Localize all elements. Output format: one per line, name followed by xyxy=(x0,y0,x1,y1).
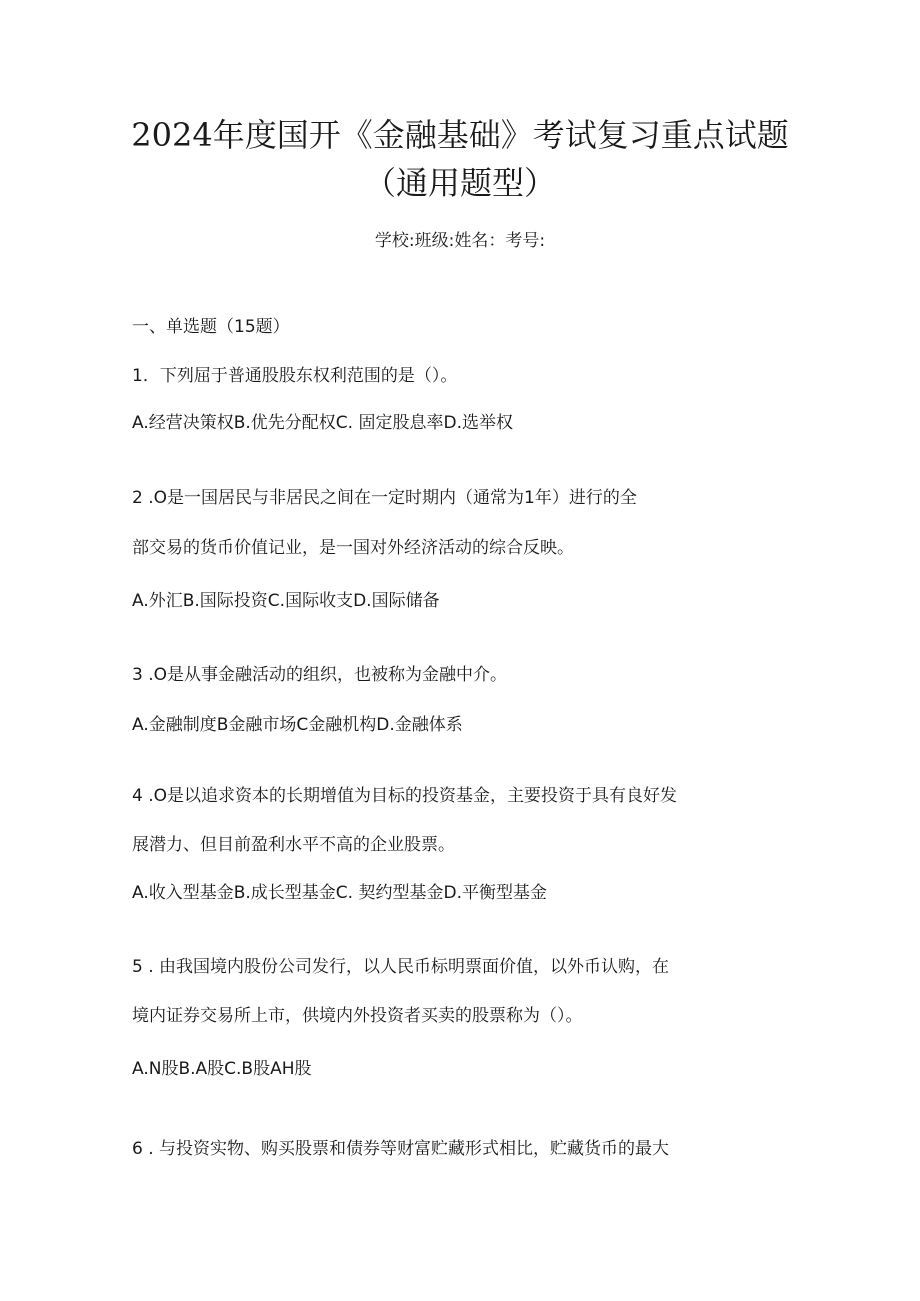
question-5-options: A.N股B.A股C.B股AH股 xyxy=(132,1059,312,1079)
question-4-options: A.收入型基金B.成长型基金C. 契约型基金D.平衡型基金 xyxy=(132,883,547,903)
question-3-line-1: 3 .O是从事金融活动的组织，也被称为金融中介。 xyxy=(132,665,508,685)
document-title-line-1: 2024年度国开《金融基础》考试复习重点试题 xyxy=(131,116,789,154)
document-title-line-2: （通用题型） xyxy=(363,164,556,202)
section-heading: 一、单选题（15题） xyxy=(132,317,290,337)
question-2-line-1: 2 .O是一国居民与非居民之间在一定时期内（通常为1年）进行的全 xyxy=(132,488,637,508)
question-2-options: A.外汇B.国际投资C.国际收支D.国际储备 xyxy=(132,591,440,611)
question-1-line-1: 1．下列屈于普通股股东权利范围的是（）。 xyxy=(132,366,458,386)
question-5-line-1: 5 . 由我国境内股份公司发行，以人民币标明票面价值，以外币认购，在 xyxy=(132,957,670,977)
question-4-line-1: 4 .O是以追求资本的长期增值为目标的投资基金，主要投资于具有良好发 xyxy=(132,786,678,806)
question-1-options: A.经营决策权B.优先分配权C. 固定股息率D.选举权 xyxy=(132,413,513,433)
question-4-line-2: 展潜力、但目前盈利水平不高的企业股票。 xyxy=(132,835,455,855)
question-2-line-2: 部交易的货币价值记业，是一国对外经济活动的综合反映。 xyxy=(132,538,574,558)
student-info-line: 学校:班级:姓名：考号: xyxy=(374,231,546,251)
question-5-line-2: 境内证券交易所上市，供境内外投资者买卖的股票称为（）。 xyxy=(132,1006,583,1026)
question-3-options: A.金融制度B金融市场C金融机构D.金融体系 xyxy=(132,715,463,735)
question-6-line-1: 6 . 与投资实物、购买股票和债券等财富贮藏形式相比，贮藏货币的最大 xyxy=(132,1139,670,1159)
